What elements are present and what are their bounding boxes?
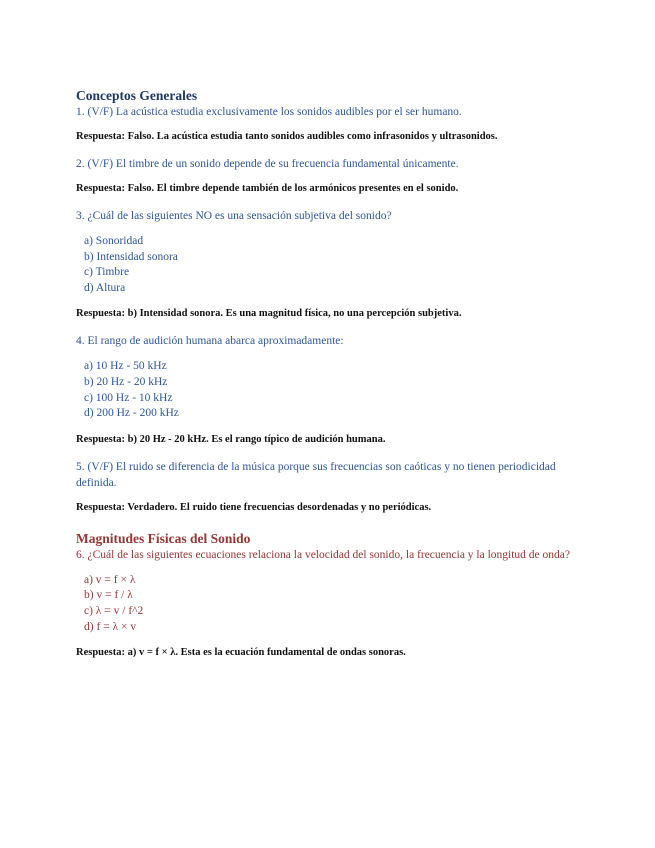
option-item: d) Altura [84, 281, 126, 294]
option-item: b) 20 Hz - 20 kHz [84, 375, 168, 388]
option-item: d) 200 Hz - 200 kHz [84, 407, 179, 420]
question-2: 2. (V/F) El timbre de un sonido depende de su frecuencia fundamental únicamente. [76, 158, 459, 170]
answer-2: Respuesta: Falso. El timbre depende también de los armónicos presentes en el sonido. [76, 183, 459, 194]
options-list-3 [76, 234, 576, 296]
option-item: b) v = f / λ [84, 589, 133, 602]
answer-3: Respuesta: b) Intensidad sonora. Es una magnitud física, no una percepción subjetiva. [76, 308, 462, 320]
option-item: a) v = f × λ [84, 573, 136, 586]
option-item: b) Intensidad sonora [84, 250, 178, 263]
answer-6: Respuesta: a) v = f × λ. Esta es la ecuación fundamental de ondas sonoras. [76, 647, 406, 659]
question-3: 3. ¿Cuál de las siguientes NO es una sensación subjetiva del sonido? [76, 210, 392, 222]
question-4: 4. El rango de audición humana abarca aproximadamente: [76, 335, 344, 348]
section-title: Magnitudes Físicas del Sonido [76, 530, 251, 546]
option-item: a) Sonoridad [84, 235, 144, 247]
question-1: 1. (V/F) La acústica estudia exclusivamente los sonidos audibles por el ser humano. [76, 106, 462, 118]
option-item: c) λ = v / f^2 [84, 604, 144, 617]
option-item: c) Timbre [84, 266, 130, 279]
option-item: d) f = λ × v [84, 620, 137, 633]
answer-4: Respuesta: b) 20 Hz - 20 kHz. Es el rango típico de audición humana. [76, 433, 386, 445]
option-item: a) 10 Hz - 50 kHz [84, 360, 167, 373]
options-list-6 [76, 573, 576, 635]
document-page [76, 88, 576, 660]
options-list-4 [76, 359, 576, 421]
question-5: 5. (V/F) El ruido se diferencia de la música porque sus frecuencias son caóticas y no tienen periodicidad definida. [76, 460, 556, 489]
answer-5: Respuesta: Verdadero. El ruido tiene frecuencias desordenadas y no periódicas. [76, 501, 432, 513]
answer-1: Respuesta: Falso. La acústica estudia tanto sonidos audibles como infrasonidos y ultrasonidos. [76, 131, 498, 142]
option-item: c) 100 Hz - 10 kHz [84, 391, 173, 404]
section-title: Conceptos Generales [76, 88, 198, 103]
question-6: 6. ¿Cuál de las siguientes ecuaciones relaciona la velocidad del sonido, la frecuencia y la longitud de onda? [76, 548, 570, 561]
